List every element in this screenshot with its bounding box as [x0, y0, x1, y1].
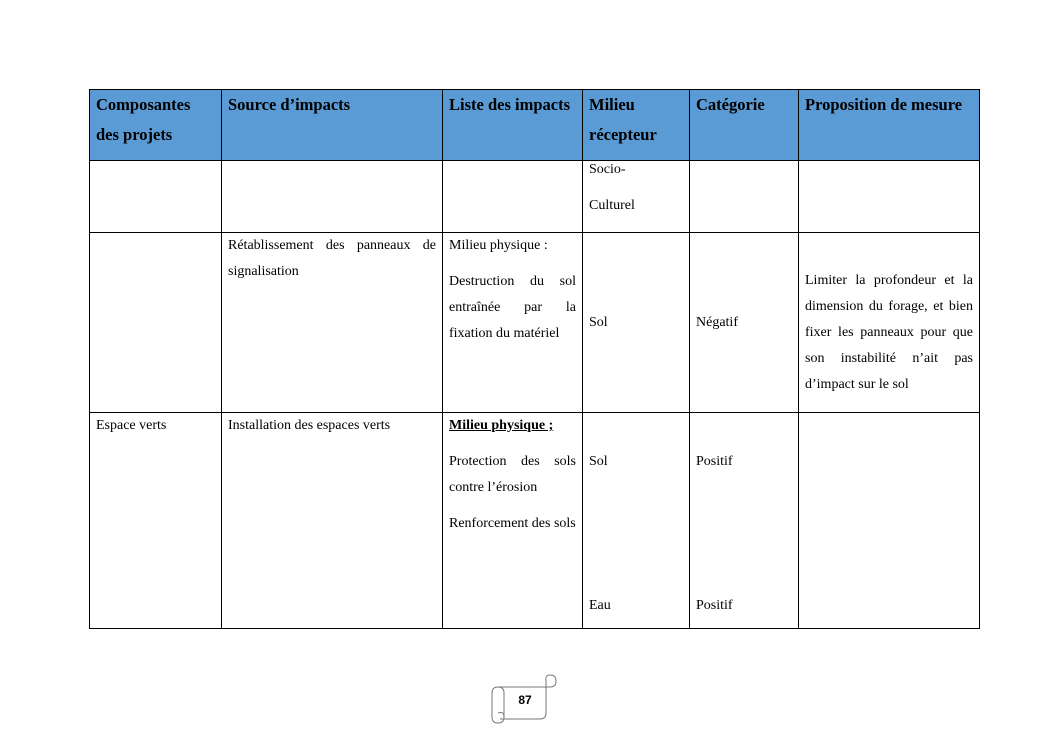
cell-source: Rétablissement des panneaux de signalisation	[222, 233, 443, 413]
categorie-1: Positif	[696, 454, 733, 469]
cell-mesure	[799, 161, 980, 233]
categorie-2: Positif	[696, 598, 733, 613]
cell-mesure	[799, 413, 980, 629]
milieu-1: Sol	[589, 454, 608, 469]
impact-text: Destruction du sol entraînée par la fixation du matériel	[449, 274, 576, 341]
cell-milieu	[583, 161, 690, 233]
table-row	[90, 233, 980, 413]
cell-categorie	[690, 161, 799, 233]
cell-milieu	[583, 413, 690, 629]
impact-text-1: Protection des sols contre l’érosion	[449, 454, 576, 495]
table-row	[90, 413, 980, 629]
cell-impacts	[443, 413, 583, 629]
table-header-row	[90, 90, 980, 161]
cell-milieu: Sol	[583, 233, 690, 413]
header-proposition: Proposition de mesure	[799, 90, 980, 161]
page-number-scroll	[490, 673, 560, 725]
impact-text-2: Renforcement des sols	[449, 516, 576, 531]
cell-categorie	[690, 413, 799, 629]
milieu-line-2: Culturel	[589, 198, 635, 213]
table-row	[90, 161, 980, 233]
cell-source: Installation des espaces verts	[222, 413, 443, 629]
header-milieu: Milieu récepteur	[583, 90, 690, 161]
impact-title: Milieu physique ;	[449, 418, 554, 433]
cell-source	[222, 161, 443, 233]
header-source: Source d’impacts	[222, 90, 443, 161]
cell-composante	[90, 161, 222, 233]
impact-title: Milieu physique :	[449, 238, 548, 253]
impact-table	[89, 89, 980, 629]
cell-composante: Espace verts	[90, 413, 222, 629]
cell-composante	[90, 233, 222, 413]
cell-impacts	[443, 161, 583, 233]
milieu-2: Eau	[589, 598, 611, 613]
cell-impacts	[443, 233, 583, 413]
milieu-line-1: Socio-	[589, 162, 626, 177]
page-number: 87	[518, 693, 532, 707]
header-composantes: Composantes des projets	[90, 90, 222, 161]
cell-categorie: Négatif	[690, 233, 799, 413]
header-liste-impacts: Liste des impacts	[443, 90, 583, 161]
header-categorie: Catégorie	[690, 90, 799, 161]
cell-mesure: Limiter la profondeur et la dimension du forage, et bien fixer les panneaux pour que son instabilité n’ait pas d’impact sur le sol	[799, 233, 980, 413]
